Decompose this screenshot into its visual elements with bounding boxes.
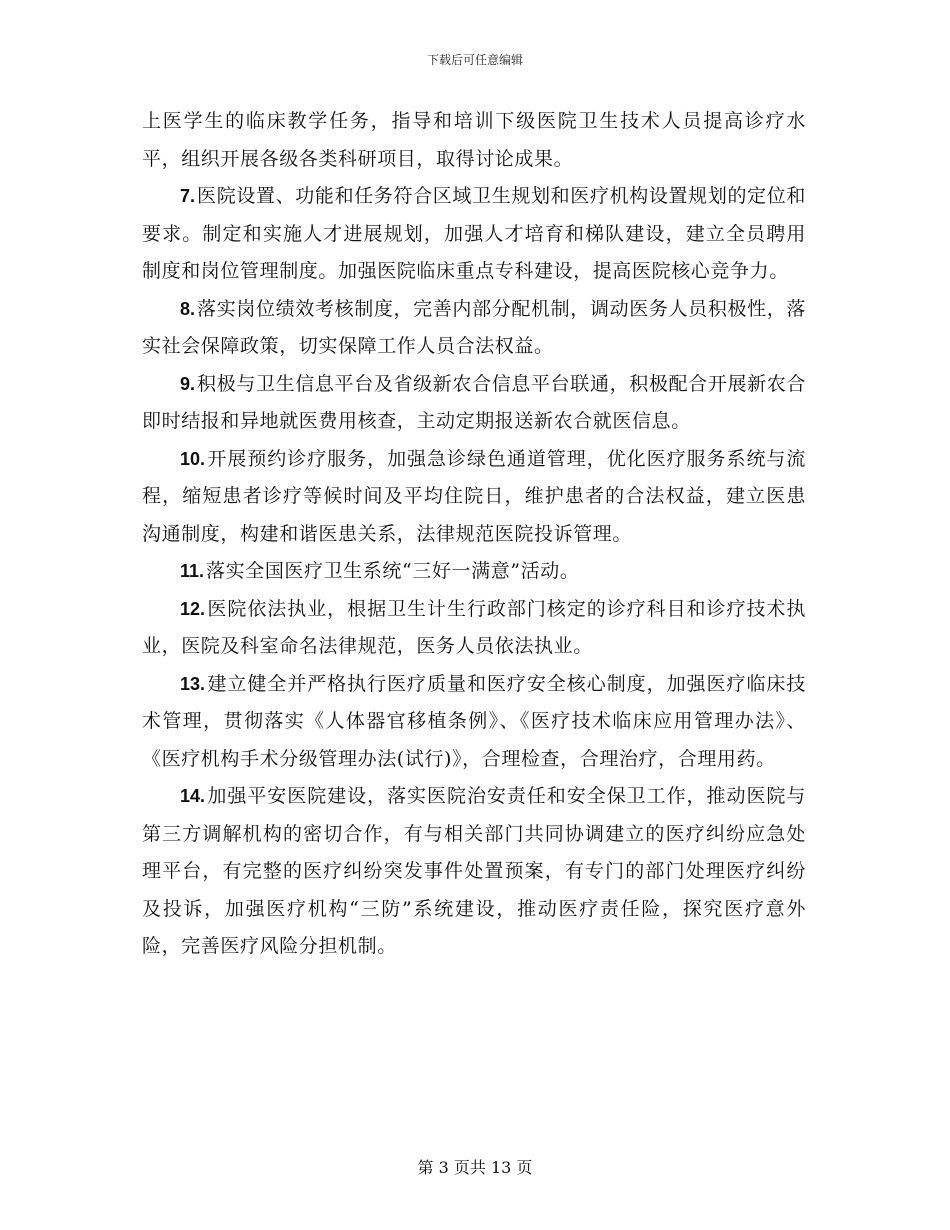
item-number: 8. — [180, 298, 196, 319]
paragraph-item-14 — [142, 778, 806, 966]
paragraph-text: 积极与卫生信息平台及省级新农合信息平台联通，积极配合开展新农合即时结报和异地就医费用核查，主动定期报送新农合就医信息。 — [142, 372, 806, 432]
paragraph-item-13 — [142, 666, 806, 779]
paragraph-text: 上医学生的临床教学任务，指导和培训下级医院卫生技术人员提高诊疗水平，组织开展各级各类科研项目，取得讨论成果。 — [142, 110, 806, 170]
page-number-footer: 第 3 页共 13 页 — [417, 1158, 533, 1177]
paragraph-item-7 — [142, 178, 806, 291]
item-number: 10. — [180, 448, 206, 469]
item-number: 7. — [180, 186, 196, 206]
paragraph-text: 加强平安医院建设，落实医院治安责任和安全保卫工作，推动医院与第三方调解机构的密切合作，有与相关部门共同协调建立的医疗纠纷应急处理平台，有完整的医疗纠纷突发事件处置预案，有专门的部门处理医疗纠纷及投诉，加强医疗机构“三防”系统建设，推动医疗责任险，探究医疗意外险，完善医疗风险分担机制。 — [142, 785, 806, 957]
item-number: 11. — [180, 561, 205, 581]
paragraph-item-12 — [142, 591, 806, 666]
paragraph-item-11 — [142, 553, 806, 591]
item-number: 14. — [180, 786, 206, 806]
paragraph-text: 落实岗位绩效考核制度，完善内部分配机制，调动医务人员积极性，落实社会保障政策，切实保障工作人员合法权益。 — [142, 297, 806, 357]
paragraph-text: 医院依法执业，根据卫生计生行政部门核定的诊疗科目和诊疗技术执业，医院及科室命名法律规范，医务人员依法执业。 — [142, 597, 806, 657]
document-body — [142, 103, 806, 966]
paragraph-text: 落实全国医疗卫生系统“三好一满意”活动。 — [206, 560, 580, 582]
item-number: 13. — [180, 673, 206, 694]
paragraph-item-9 — [142, 366, 806, 441]
paragraph-continuation — [142, 103, 806, 178]
paragraph-item-10 — [142, 441, 806, 554]
paragraph-text: 开展预约诊疗服务，加强急诊绿色通道管理，优化医疗服务系统与流程，缩短患者诊疗等候时间及平均住院日，维护患者的合法权益，建立医患沟通制度，构建和谐医患关系，法律规范医院投诉管理。 — [142, 447, 806, 545]
item-number: 12. — [180, 598, 206, 619]
item-number: 9. — [180, 373, 196, 394]
page-header: 下载后可任意编辑 — [426, 53, 523, 67]
paragraph-text: 医院设置、功能和任务符合区域卫生规划和医疗机构设置规划的定位和要求。制定和实施人才进展规划，加强人才培育和梯队建设，建立全员聘用制度和岗位管理制度。加强医院临床重点专科建设，提高医院核心竞争力。 — [142, 185, 806, 282]
paragraph-text: 建立健全并严格执行医疗质量和医疗安全核心制度，加强医疗临床技术管理，贯彻落实《人体器官移植条例》、《医疗技术临床应用管理办法》、《医疗机构手术分级管理办法(试行)》，合理检查，合理治疗，合理用药。 — [142, 672, 806, 770]
paragraph-item-8 — [142, 291, 806, 366]
